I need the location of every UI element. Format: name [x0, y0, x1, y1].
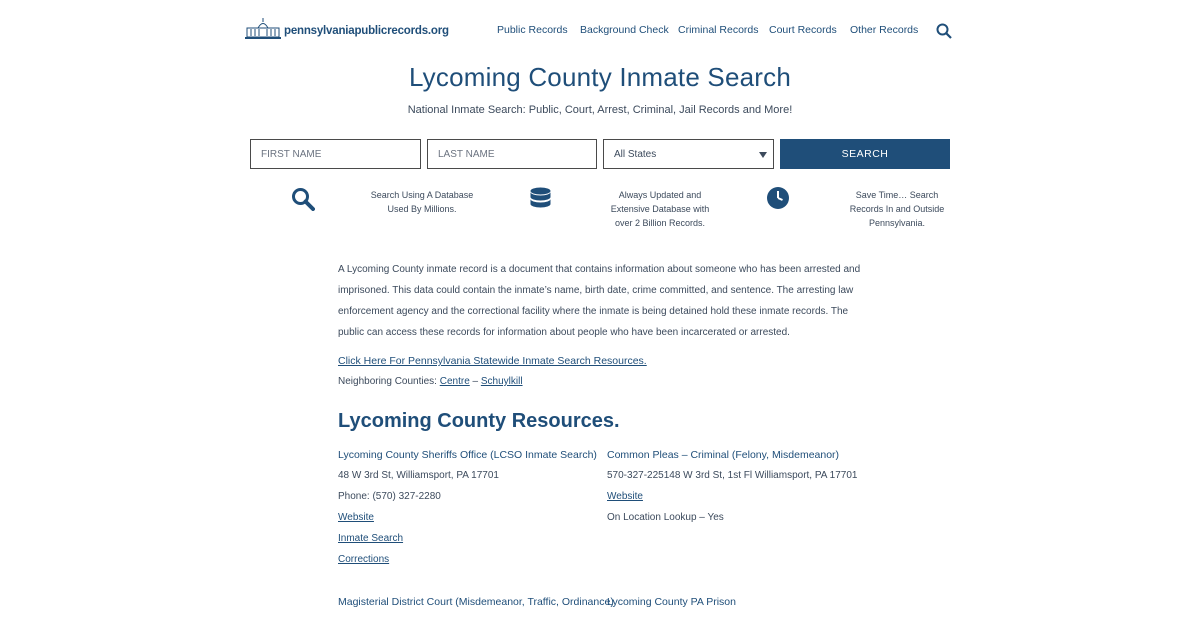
- nav-background-check[interactable]: Background Check: [580, 24, 669, 36]
- site-header: [0, 0, 1200, 64]
- sheriffs-office-address: 48 W 3rd St, Williamsport, PA 17701: [338, 470, 499, 481]
- search-icon: [291, 187, 315, 211]
- search-button[interactable]: SEARCH: [780, 139, 950, 169]
- centre-county-link[interactable]: Centre: [439, 376, 470, 387]
- nav-public-records[interactable]: Public Records: [497, 24, 568, 36]
- intro-paragraph: A Lycoming County inmate record is a document that contains information about someone who has been arrested and imprisoned. This data could contain the inmate’s name, birth date, crime committed, and sentence. The arresting law enforcement agency and the correctional facility where the inmate is being detained hold these inmate records. The public can access these records for information about people who have been incarcerated or arrested.: [338, 264, 861, 338]
- sheriffs-office-heading: Lycoming County Sheriffs Office (LCSO Inmate Search): [338, 449, 597, 461]
- page-subtitle: National Inmate Search: Public, Court, Arrest, Criminal, Jail Records and More!: [407, 104, 793, 116]
- first-name-input[interactable]: FIRST NAME: [250, 139, 421, 169]
- nav-other-records[interactable]: Other Records: [850, 24, 919, 36]
- neighbors-separator: –: [472, 376, 479, 387]
- page-title: Lycoming County Inmate Search: [408, 62, 792, 92]
- capitol-building-icon: [244, 18, 282, 40]
- nav-criminal-records[interactable]: Criminal Records: [678, 24, 759, 36]
- common-pleas-heading: Common Pleas – Criminal (Felony, Misdemeanor): [607, 449, 840, 461]
- feature-line: Pennsylvania.: [868, 218, 926, 228]
- state-select-value: All States: [614, 149, 657, 160]
- sheriffs-office-phone: Phone: (570) 327-2280: [338, 491, 441, 502]
- state-select[interactable]: [603, 139, 774, 169]
- database-icon: [530, 187, 551, 211]
- feature-line: over 2 Billion Records.: [614, 218, 706, 228]
- caret-down-icon: [759, 152, 767, 158]
- magisterial-court-heading: Magisterial District Court (Misdemeanor, Traffic, Ordinance): [338, 596, 614, 608]
- feature-line: Always Updated and: [618, 190, 702, 200]
- site-logo[interactable]: [244, 18, 449, 40]
- schuylkill-county-link[interactable]: Schuylkill: [480, 376, 523, 387]
- last-name-input[interactable]: LAST NAME: [427, 139, 597, 169]
- nav-court-records[interactable]: Court Records: [769, 24, 837, 36]
- sheriffs-website-link[interactable]: Website: [338, 512, 374, 523]
- feature-save-time-text: [837, 188, 957, 230]
- county-prison-heading: Lycoming County PA Prison: [607, 596, 736, 608]
- feature-line: Search Using A Database: [370, 190, 474, 200]
- neighbors-label: Neighboring Counties:: [338, 376, 437, 387]
- feature-line: Save Time… Search: [855, 190, 939, 200]
- on-location-lookup: On Location Lookup – Yes: [607, 512, 724, 523]
- feature-line: Extensive Database with: [610, 204, 710, 214]
- resources-title: Lycoming County Resources.: [338, 410, 620, 432]
- common-pleas-address: 570-327-225148 W 3rd St, 1st Fl Williamsport, PA 17701: [607, 470, 858, 481]
- feature-line: Used By Millions.: [387, 204, 457, 214]
- common-pleas-website-link[interactable]: Website: [607, 491, 643, 502]
- feature-updated-text: [600, 188, 720, 230]
- corrections-link[interactable]: Corrections: [338, 554, 390, 565]
- feature-database-text: [362, 188, 482, 216]
- feature-line: Records In and Outside: [849, 204, 945, 214]
- logo-text: pennsylvaniapublicrecords.org: [284, 25, 449, 37]
- search-icon[interactable]: [936, 23, 952, 39]
- statewide-search-link[interactable]: Click Here For Pennsylvania Statewide Inmate Search Resources.: [338, 355, 647, 367]
- clock-icon: [767, 187, 789, 209]
- inmate-search-link[interactable]: Inmate Search: [338, 533, 404, 544]
- neighboring-counties: [338, 376, 523, 387]
